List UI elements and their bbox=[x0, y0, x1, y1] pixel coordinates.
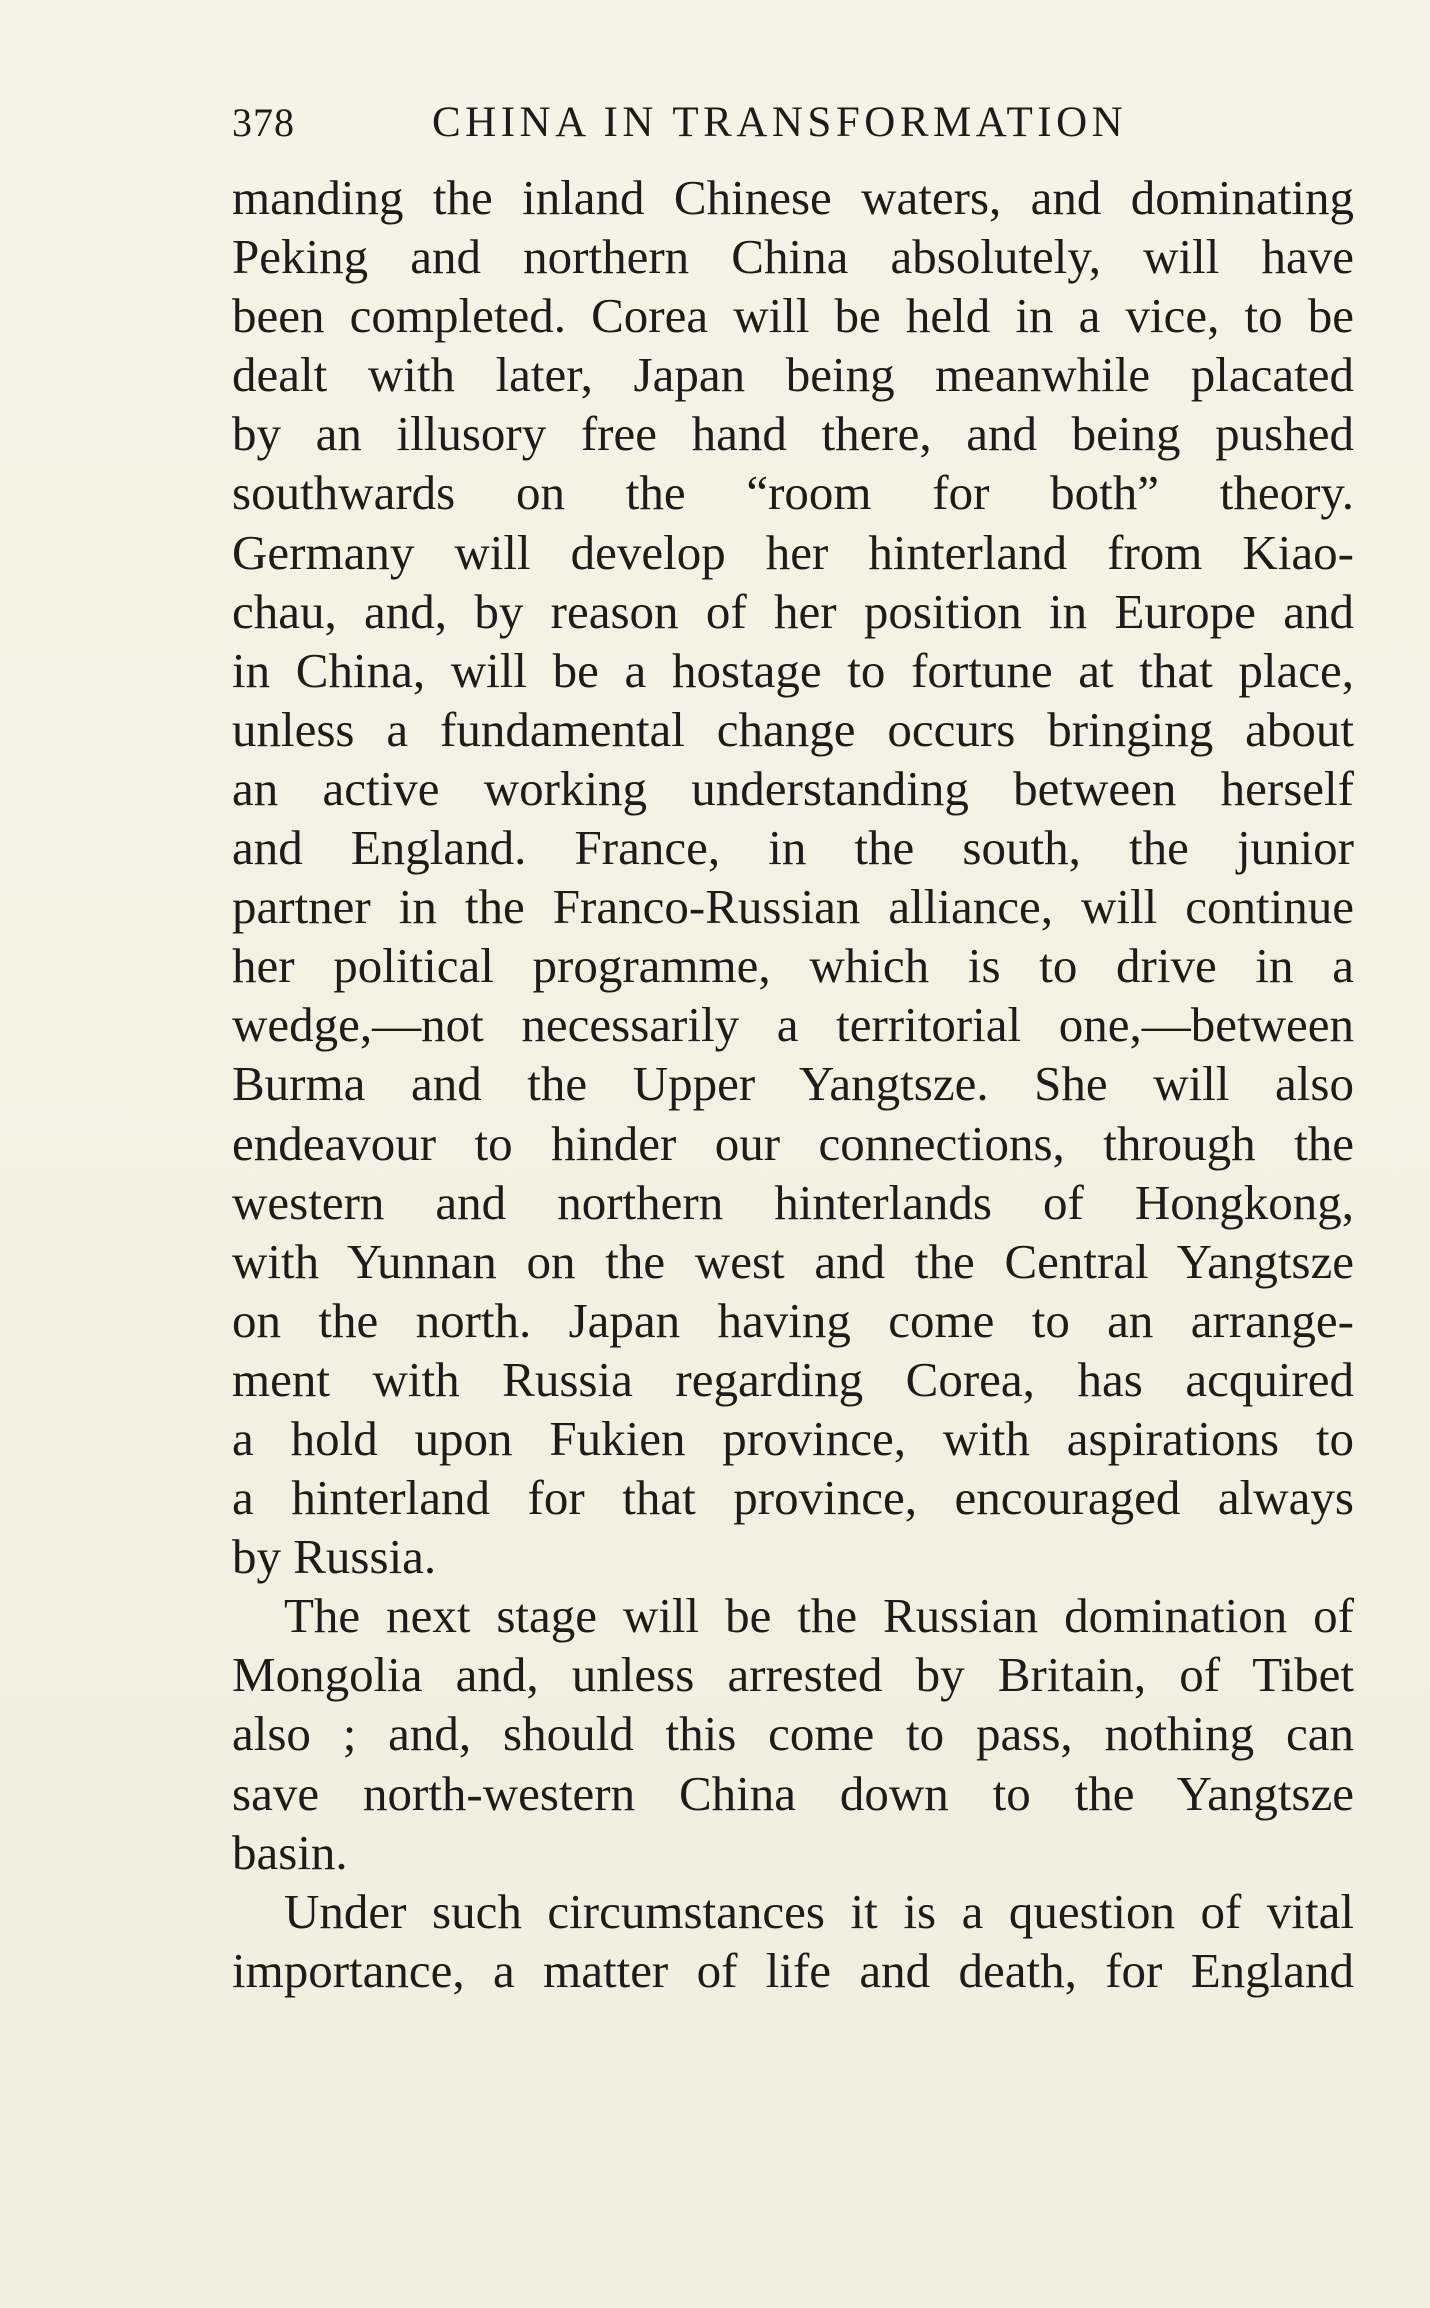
text-line: a hinterland for that province, encouraged always bbox=[232, 1470, 1354, 1526]
text-line: in China, will be a hostage to fortune at that place, bbox=[232, 642, 1354, 698]
text-line: Peking and northern China absolutely, will have bbox=[232, 229, 1354, 285]
text-line: Burma and the Upper Yangtsze. She will also bbox=[232, 1056, 1354, 1112]
text-line: a hold upon Fukien province, with aspirations to bbox=[232, 1410, 1354, 1466]
text-line: importance, a matter of life and death, for England bbox=[232, 1942, 1354, 1998]
text-line: unless a fundamental change occurs bringing about bbox=[232, 701, 1354, 757]
text-line: an active working understanding between herself bbox=[232, 760, 1354, 816]
text-line: on the north. Japan having come to an arrange- bbox=[232, 1292, 1354, 1348]
text-line: western and northern hinterlands of Hongkong, bbox=[232, 1174, 1354, 1230]
text-line: and England. France, in the south, the junior bbox=[232, 820, 1354, 876]
page-number: 378 bbox=[232, 100, 295, 145]
text-line: wedge,—not necessarily a territorial one,—between bbox=[232, 997, 1354, 1053]
running-title: CHINA IN TRANSFORMATION bbox=[432, 99, 1128, 146]
text-line: ment with Russia regarding Corea, has acquired bbox=[232, 1351, 1354, 1407]
paragraph-2 bbox=[232, 1586, 1354, 1881]
text-line: dealt with later, Japan being meanwhile placated bbox=[232, 347, 1354, 403]
paragraph-1 bbox=[232, 168, 1354, 1586]
text-line: with Yunnan on the west and the Central Yangtsze bbox=[232, 1233, 1354, 1289]
text-line: Germany will develop her hinterland from Kiao- bbox=[232, 524, 1354, 580]
text-line: also ; and, should this come to pass, nothing can bbox=[232, 1706, 1354, 1762]
text-line: southwards on the “room for both” theory. bbox=[232, 465, 1354, 521]
text-line: been completed. Corea will be held in a vice, to be bbox=[232, 288, 1354, 344]
text-line: manding the inland Chinese waters, and dominating bbox=[232, 170, 1354, 225]
text-line: endeavour to hinder our connections, through the bbox=[232, 1115, 1354, 1171]
running-head bbox=[232, 98, 1232, 158]
paragraph-3 bbox=[232, 1882, 1354, 2000]
text-line: by Russia. bbox=[232, 1529, 437, 1585]
body-text bbox=[232, 168, 1354, 2000]
text-line: basin. bbox=[232, 1824, 348, 1880]
text-line: Under such circumstances it is a question of vital bbox=[284, 1883, 1354, 1939]
text-line: her political programme, which is to drive in a bbox=[232, 938, 1354, 994]
text-line: by an illusory free hand there, and being pushed bbox=[232, 406, 1354, 462]
text-line: chau, and, by reason of her position in Europe and bbox=[232, 583, 1354, 639]
text-line: The next stage will be the Russian domination of bbox=[284, 1588, 1354, 1644]
text-line: save north-western China down to the Yangtsze bbox=[232, 1765, 1354, 1821]
text-line: Mongolia and, unless arrested by Britain, of Tibet bbox=[232, 1647, 1354, 1703]
text-line: partner in the Franco-Russian alliance, will continue bbox=[232, 879, 1354, 935]
